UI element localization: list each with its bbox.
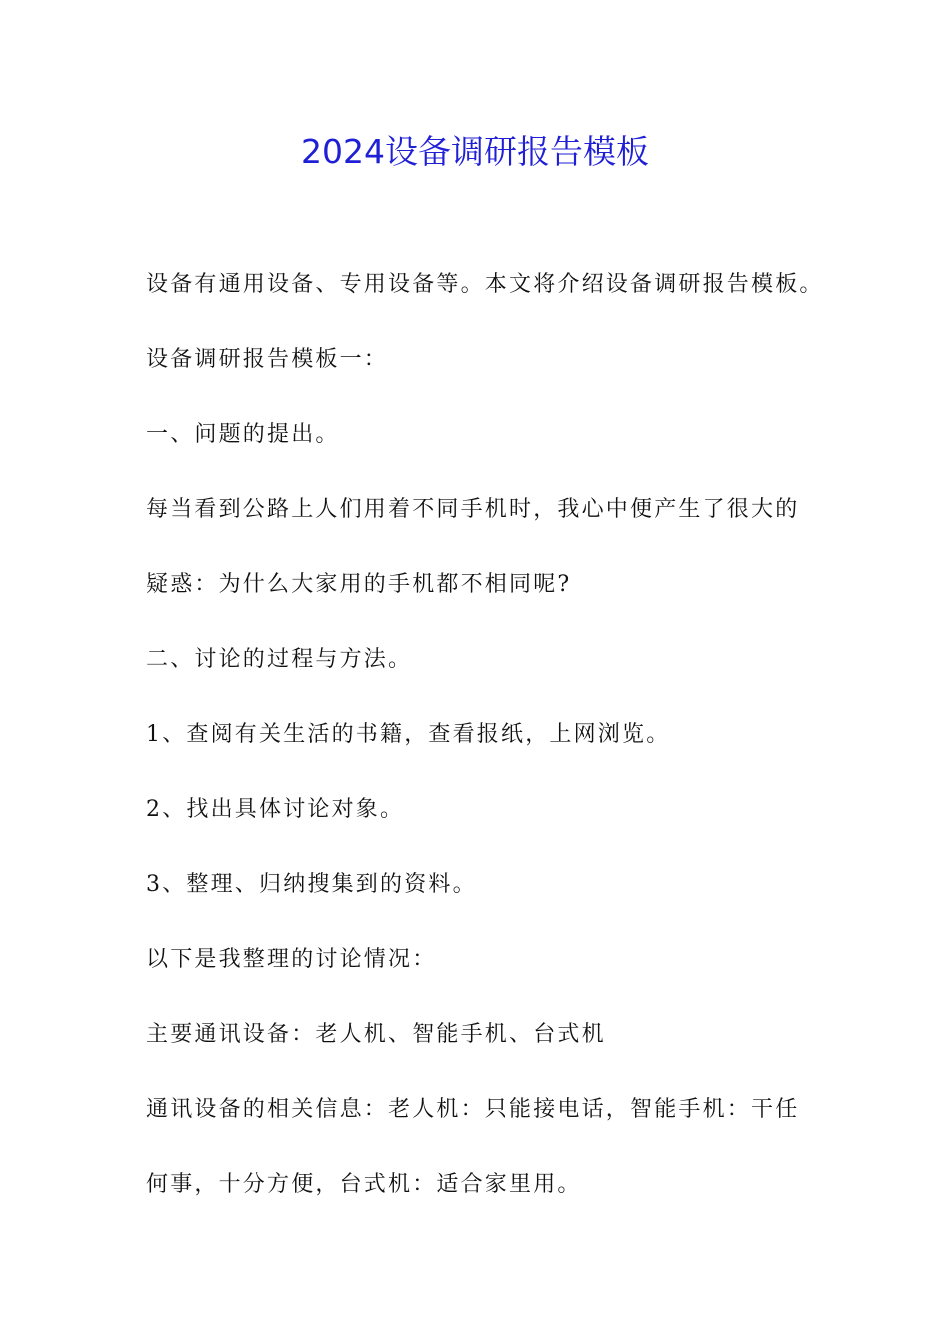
paragraph-method-1: 1、查阅有关生活的书籍，查看报纸，上网浏览。 [146,722,671,747]
paragraph-observation-line-2: 疑惑：为什么大家用的手机都不相同呢? [146,572,572,597]
paragraph-main-devices: 主要通讯设备：老人机、智能手机、台式机 [146,1022,606,1047]
paragraph-method-3: 3、整理、归纳搜集到的资料。 [146,872,477,897]
paragraph-device-info-line-2: 何事，十分方便，台式机：适合家里用。 [146,1172,582,1197]
paragraph-section-two: 二、讨论的过程与方法。 [146,647,413,672]
paragraph-section-one: 一、问题的提出。 [146,422,340,447]
paragraph-observation-line-1: 每当看到公路上人们用着不同手机时，我心中便产生了很大的 [146,497,800,522]
paragraph-device-info-line-1: 通讯设备的相关信息：老人机：只能接电话，智能手机：干任 [146,1097,800,1122]
document-title: 2024设备调研报告模板 [301,132,649,171]
paragraph-template-heading: 设备调研报告模板一： [146,347,389,372]
paragraph-summary-intro: 以下是我整理的讨论情况： [146,947,437,972]
paragraph-intro: 设备有通用设备、专用设备等。本文将介绍设备调研报告模板。 [146,272,824,297]
paragraph-method-2: 2、找出具体讨论对象。 [146,797,405,822]
